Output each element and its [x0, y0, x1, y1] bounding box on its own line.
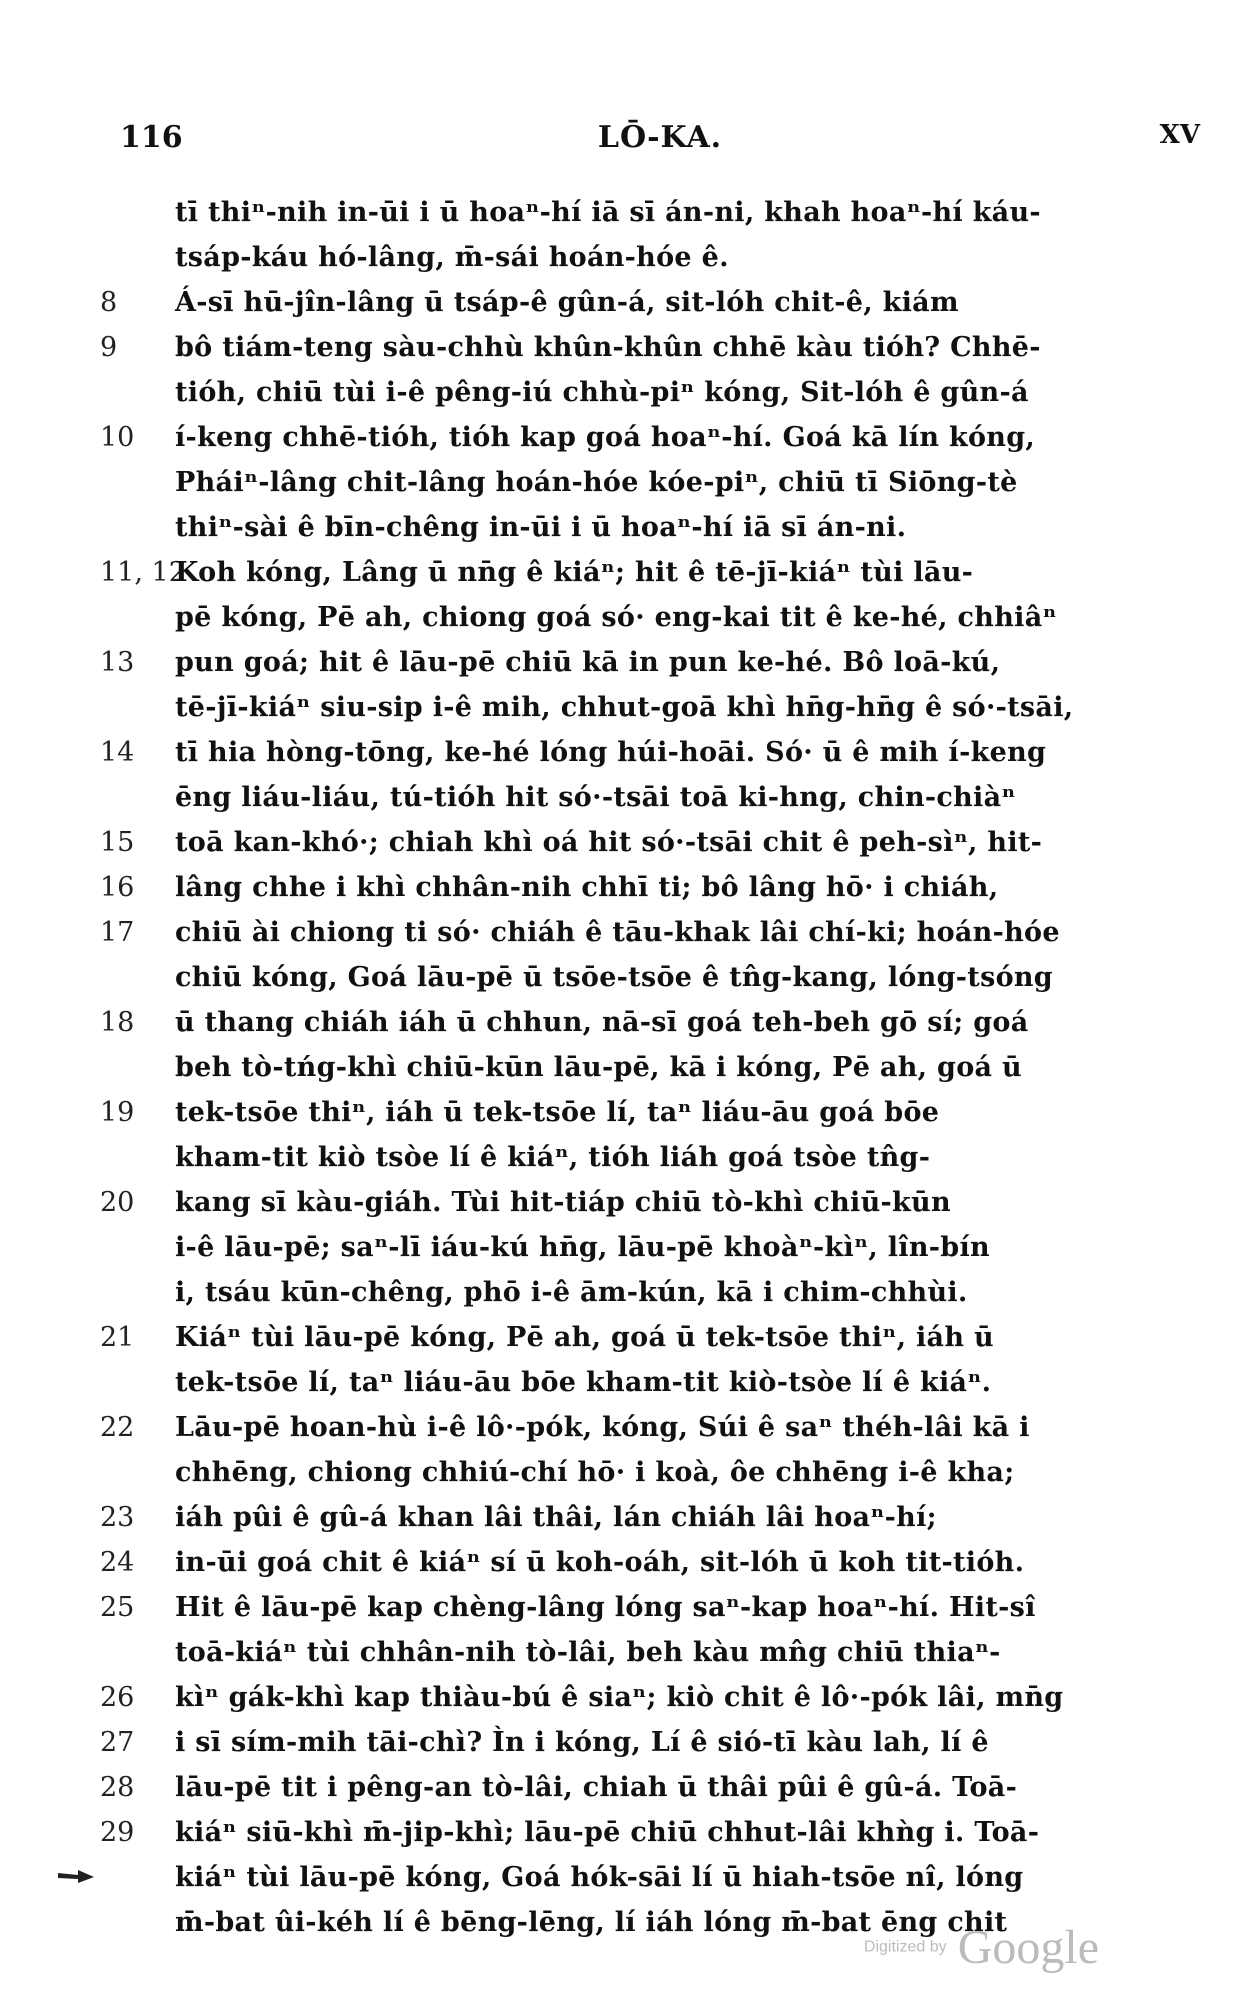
text-line	[100, 730, 1200, 775]
text-line	[100, 595, 1200, 640]
verse-number: 23	[100, 1502, 135, 1533]
watermark-prefix: Digitized by	[863, 1938, 947, 1956]
text-line	[100, 280, 1200, 325]
text-line	[100, 325, 1200, 370]
verse-number: 27	[100, 1727, 135, 1758]
text-line	[100, 1765, 1200, 1810]
text-line	[100, 1855, 1200, 1900]
text-line	[100, 505, 1200, 550]
text-line	[100, 1810, 1200, 1855]
text-line	[100, 1045, 1200, 1090]
verse-number: 14	[100, 737, 135, 768]
verse-number: 15	[100, 827, 135, 858]
line-text: kiáⁿ siū-khì m̄-jip-khì; lāu-pē chiū chhut-lâi khǹg i. Toā-	[175, 1817, 1040, 1848]
line-text: toā kan-khó·; chiah khì oá hit só·-tsāi chit ê peh-sìⁿ, hit-	[175, 827, 1043, 858]
line-text: bô tiám-teng sàu-chhù khûn-khûn chhē kàu tióh? Chhē-	[175, 332, 1041, 363]
text-line	[100, 1720, 1200, 1765]
text-line	[100, 1270, 1200, 1315]
line-text: chhēng, chiong chhiú-chí hō· i koà, ôe chhēng i-ê kha;	[175, 1457, 1015, 1488]
verse-number: 18	[100, 1007, 135, 1038]
text-line	[100, 865, 1200, 910]
verse-number: 13	[100, 647, 135, 678]
text-line	[100, 415, 1200, 460]
verse-number: 24	[100, 1547, 135, 1578]
line-text: chiū kóng, Goá lāu-pē ū tsōe-tsōe ê tn̂g-kang, lóng-tsóng	[175, 962, 1053, 993]
digitized-watermark	[864, 1920, 1099, 1975]
line-text: kìⁿ gák-khì kap thiàu-bú ê siaⁿ; kiò chit ê lô·-pók lâi, mn̄g	[175, 1682, 1064, 1713]
line-text: tek-tsōe lí, taⁿ liáu-āu bōe kham-tit kiò-tsòe lí ê kiáⁿ.	[175, 1367, 992, 1398]
text-line	[100, 775, 1200, 820]
text-line	[100, 955, 1200, 1000]
text-line	[100, 640, 1200, 685]
verse-number: 10	[100, 422, 135, 453]
verse-number: 9	[100, 332, 118, 363]
text-line	[100, 1135, 1200, 1180]
text-line	[100, 235, 1200, 280]
verse-number: 17	[100, 917, 135, 948]
verse-number: 22	[100, 1412, 135, 1443]
line-text: kham-tit kiò tsòe lí ê kiáⁿ, tióh liáh goá tsòe tn̂g-	[175, 1142, 931, 1173]
text-line	[100, 1180, 1200, 1225]
line-text: Lāu-pē hoan-hù i-ê lô·-pók, kóng, Súi ê saⁿ théh-lâi kā i	[175, 1412, 1030, 1443]
text-line	[100, 1495, 1200, 1540]
watermark-brand: Google	[957, 1921, 1099, 1974]
line-text: tē-jī-kiáⁿ siu-sip i-ê mih, chhut-goā khì hn̄g-hn̄g ê só·-tsāi,	[175, 692, 1074, 723]
text-line	[100, 370, 1200, 415]
line-text: tī hia hòng-tōng, ke-hé lóng húi-hoāi. Só· ū ê mih í-keng	[175, 737, 1047, 768]
verse-number: 26	[100, 1682, 135, 1713]
text-line	[100, 550, 1200, 595]
text-line	[100, 1360, 1200, 1405]
line-text: Koh kóng, Lâng ū nn̄g ê kiáⁿ; hit ê tē-jī-kiáⁿ tùi lāu-	[175, 557, 974, 588]
line-text: pun goá; hit ê lāu-pē chiū kā in pun ke-hé. Bô loā-kú,	[175, 647, 1001, 678]
verse-number: 29	[100, 1817, 135, 1848]
text-line	[100, 1540, 1200, 1585]
line-text: Pháiⁿ-lâng chit-lâng hoán-hóe kóe-piⁿ, chiū tī Siōng-tè	[175, 467, 1018, 498]
text-line	[100, 1090, 1200, 1135]
text-line	[100, 460, 1200, 505]
verse-number: 21	[100, 1322, 135, 1353]
text-line	[100, 910, 1200, 955]
text-line	[100, 685, 1200, 730]
line-text: tsáp-káu hó-lâng, m̄-sái hoán-hóe ê.	[175, 242, 729, 273]
line-text: Kiáⁿ tùi lāu-pē kóng, Pē ah, goá ū tek-tsōe thiⁿ, iáh ū	[175, 1322, 994, 1353]
line-text: pē kóng, Pē ah, chiong goá só· eng-kai tit ê ke-hé, chhiâⁿ	[175, 602, 1057, 633]
line-text: lâng chhe i khì chhân-nih chhī ti; bô lâng hō· i chiáh,	[175, 872, 999, 903]
text-line	[100, 1450, 1200, 1495]
text-line	[100, 1630, 1200, 1675]
verse-number: 11, 12	[100, 557, 186, 588]
line-text: m̄-bat ûi-kéh lí ê bēng-lēng, lí iáh lóng m̄-bat ēng chit	[175, 1907, 1008, 1938]
line-text: ū thang chiáh iáh ū chhun, nā-sī goá teh-beh gō sí; goá	[175, 1007, 1029, 1038]
text-line	[100, 1675, 1200, 1720]
chapter-number: XV	[1159, 120, 1200, 150]
line-text: Á-sī hū-jîn-lâng ū tsáp-ê gûn-á, sit-lóh chit-ê, kiám	[175, 287, 959, 318]
text-line	[100, 190, 1200, 235]
line-text: thiⁿ-sài ê bīn-chêng in-ūi i ū hoaⁿ-hí iā sī án-ni.	[175, 512, 907, 543]
line-text: i, tsáu kūn-chêng, phō i-ê ām-kún, kā i chim-chhùi.	[175, 1277, 968, 1308]
line-text: beh tò-tńg-khì chiū-kūn lāu-pē, kā i kóng, Pē ah, goá ū	[175, 1052, 1022, 1083]
line-text: tī thiⁿ-nih in-ūi i ū hoaⁿ-hí iā sī án-ni, khah hoaⁿ-hí káu-	[175, 197, 1041, 228]
verse-number: 19	[100, 1097, 135, 1128]
line-text: kiáⁿ tùi lāu-pē kóng, Goá hók-sāi lí ū hiah-tsōe nî, lóng	[175, 1862, 1024, 1893]
line-text: i sī sím-mih tāi-chì? Ìn i kóng, Lí ê sió-tī kàu lah, lí ê	[175, 1727, 989, 1758]
line-text: i-ê lāu-pē; saⁿ-lī iáu-kú hn̄g, lāu-pē khoàⁿ-kìⁿ, lîn-bín	[175, 1232, 990, 1263]
page-header	[120, 120, 1200, 170]
line-text: tek-tsōe thiⁿ, iáh ū tek-tsōe lí, taⁿ liáu-āu goá bōe	[175, 1097, 940, 1128]
line-text: lāu-pē tit i pêng-an tò-lâi, chiah ū thâi pûi ê gû-á. Toā-	[175, 1772, 1018, 1803]
page-number: 116	[120, 120, 183, 155]
line-text: kang sī kàu-giáh. Tùi hit-tiáp chiū tò-khì chiū-kūn	[175, 1187, 951, 1218]
verse-number: 20	[100, 1187, 135, 1218]
text-line	[100, 1585, 1200, 1630]
line-text: chiū ài chiong ti só· chiáh ê tāu-khak lâi chí-ki; hoán-hóe	[175, 917, 1060, 948]
verse-number: 25	[100, 1592, 135, 1623]
verse-text-body	[100, 190, 1200, 1945]
line-text: in-ūi goá chit ê kiáⁿ sí ū koh-oáh, sit-lóh ū koh tit-tióh.	[175, 1547, 1025, 1578]
line-text: Hit ê lāu-pē kap chèng-lâng lóng saⁿ-kap hoaⁿ-hí. Hit-sî	[175, 1592, 1036, 1623]
text-line	[100, 820, 1200, 865]
text-line	[100, 1315, 1200, 1360]
text-line	[100, 1405, 1200, 1450]
line-text: tióh, chiū tùi i-ê pêng-iú chhù-piⁿ kóng, Sit-lóh ê gûn-á	[175, 377, 1029, 408]
line-text: ēng liáu-liáu, tú-tióh hit só·-tsāi toā ki-hng, chin-chiàⁿ	[175, 782, 1016, 813]
text-line	[100, 1225, 1200, 1270]
running-title: LŌ-KA.	[597, 120, 723, 155]
line-text: toā-kiáⁿ tùi chhân-nih tò-lâi, beh kàu mn̂g chiū thiaⁿ-	[175, 1637, 1001, 1668]
verse-number: 16	[100, 872, 135, 903]
verse-number: 28	[100, 1772, 135, 1803]
line-text: iáh pûi ê gû-á khan lâi thâi, lán chiáh lâi hoaⁿ-hí;	[175, 1502, 937, 1533]
verse-number: 8	[100, 287, 118, 318]
line-text: í-keng chhē-tióh, tióh kap goá hoaⁿ-hí. Goá kā lín kóng,	[175, 422, 1036, 453]
pointing-hand-icon	[58, 1868, 94, 1884]
text-line	[100, 1000, 1200, 1045]
